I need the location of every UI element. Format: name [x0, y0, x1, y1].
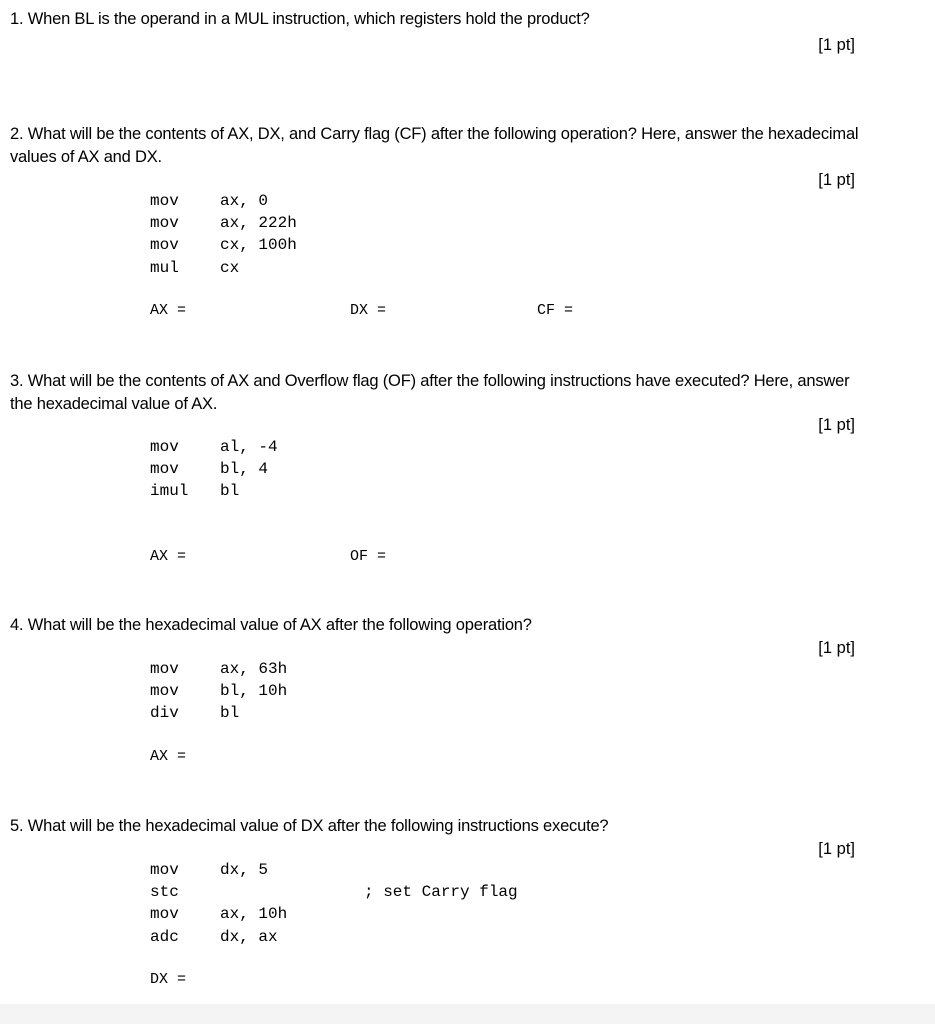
answer-dx-label: DX = [150, 971, 187, 988]
question-3-points: [1 pt] [818, 416, 855, 434]
operands: cx, 100h [220, 236, 297, 255]
question-1-text: 1. When BL is the operand in a MUL instruction, which registers hold the product? [10, 10, 590, 28]
opcode: mov [150, 460, 179, 479]
opcode: adc [150, 927, 179, 946]
operands: cx [220, 258, 240, 277]
question-5-text: 5. What will be the hexadecimal value of DX after the following instructions execute? [10, 817, 609, 835]
page-bottom-band [0, 1004, 935, 1024]
question-3-text: 3. What will be the contents of AX and Overflow flag (OF) after the following instructions have executed? Here, answer the hexadecimal value of AX. [10, 372, 850, 413]
answer-ax-label: AX = [150, 748, 187, 765]
opcode: stc [150, 883, 179, 902]
opcode: imul [150, 482, 189, 501]
opcode: mul [150, 258, 179, 277]
opcode: mov [150, 192, 179, 210]
operands: bl [220, 704, 240, 723]
operands: dx, 5 [220, 861, 269, 879]
answer-ax-label: AX = [150, 548, 187, 565]
operands: ax, 10h [220, 905, 288, 924]
opcode: mov [150, 861, 179, 879]
opcode: mov [150, 660, 179, 678]
operands: bl, 4 [220, 460, 269, 479]
operands: ax, 0 [220, 192, 269, 210]
opcode: mov [150, 438, 179, 456]
operands: bl, 10h [220, 682, 288, 701]
opcode: mov [150, 214, 179, 233]
operands: ax, 63h [220, 660, 288, 678]
opcode: mov [150, 905, 179, 924]
opcode: mov [150, 236, 179, 255]
question-2-text: 2. What will be the contents of AX, DX, and Carry flag (CF) after the following operation? Here, answer the hexadecimal values of AX and DX. [10, 125, 859, 166]
operands: ax, 222h [220, 214, 297, 233]
question-4-text: 4. What will be the hexadecimal value of AX after the following operation? [10, 616, 532, 634]
opcode: mov [150, 682, 179, 701]
question-1-points: [1 pt] [818, 36, 855, 54]
operands: al, -4 [220, 438, 278, 456]
opcode: div [150, 704, 179, 723]
answer-ax-label: AX = [150, 302, 187, 319]
operands: bl [220, 482, 240, 501]
answer-of-label: OF = [350, 548, 387, 565]
answer-cf-label: CF = [537, 302, 574, 319]
question-5-points: [1 pt] [818, 840, 855, 858]
operands: dx, ax [220, 927, 278, 946]
question-4-points: [1 pt] [818, 639, 855, 657]
code-comment: ; set Carry flag [364, 883, 518, 902]
question-2-points: [1 pt] [818, 171, 855, 189]
answer-dx-label: DX = [350, 302, 387, 319]
